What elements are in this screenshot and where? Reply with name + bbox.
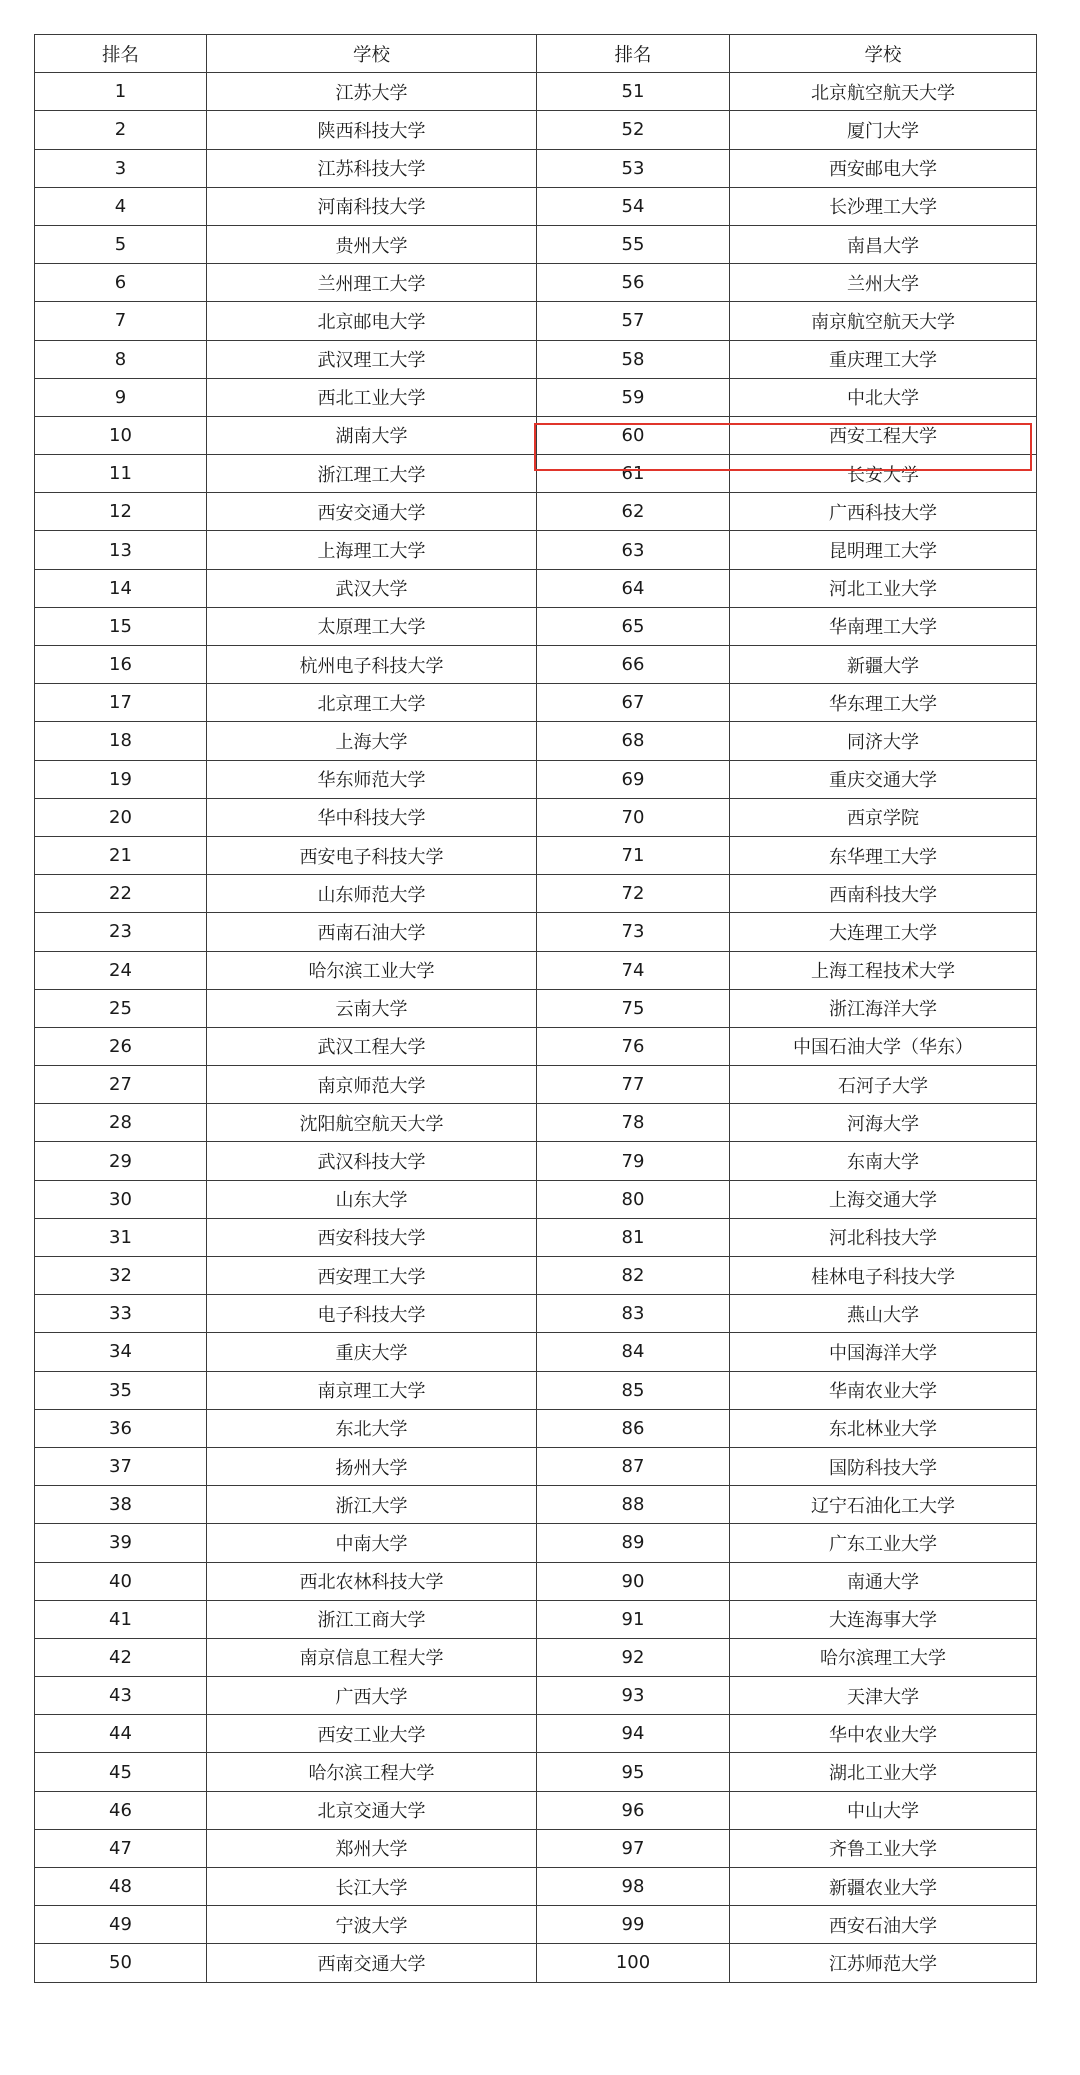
school-right-cell: 石河子大学	[730, 1066, 1037, 1104]
school-left-cell: 宁波大学	[207, 1906, 537, 1944]
table-row	[35, 722, 1037, 760]
rank-left-cell: 29	[35, 1142, 207, 1180]
rank-left-cell: 23	[35, 913, 207, 951]
table-row	[35, 1524, 1037, 1562]
table-row	[35, 1906, 1037, 1944]
rank-right-cell: 65	[537, 607, 730, 645]
table-row	[35, 569, 1037, 607]
school-left-cell: 江苏科技大学	[207, 149, 537, 187]
school-right-cell: 西安工程大学	[730, 416, 1037, 454]
rank-right-cell: 76	[537, 1027, 730, 1065]
school-right-cell: 湖北工业大学	[730, 1753, 1037, 1791]
table-row	[35, 1447, 1037, 1485]
school-right-cell: 重庆理工大学	[730, 340, 1037, 378]
school-left-cell: 云南大学	[207, 989, 537, 1027]
table-row	[35, 264, 1037, 302]
rank-right-cell: 74	[537, 951, 730, 989]
school-left-cell: 西安科技大学	[207, 1218, 537, 1256]
school-left-cell: 西南石油大学	[207, 913, 537, 951]
rank-right-cell: 56	[537, 264, 730, 302]
rank-right-cell: 81	[537, 1218, 730, 1256]
table-row	[35, 1868, 1037, 1906]
school-left-cell: 武汉大学	[207, 569, 537, 607]
school-left-cell: 华东师范大学	[207, 760, 537, 798]
rank-right-cell: 55	[537, 225, 730, 263]
school-right-cell: 长沙理工大学	[730, 187, 1037, 225]
rank-right-cell: 100	[537, 1944, 730, 1982]
rank-left-cell: 43	[35, 1677, 207, 1715]
school-left-cell: 广西大学	[207, 1677, 537, 1715]
school-right-cell: 西南科技大学	[730, 875, 1037, 913]
school-left-cell: 山东师范大学	[207, 875, 537, 913]
school-right-cell: 燕山大学	[730, 1295, 1037, 1333]
rank-right-cell: 94	[537, 1715, 730, 1753]
school-right-cell: 华南农业大学	[730, 1371, 1037, 1409]
rank-right-cell: 82	[537, 1257, 730, 1295]
school-left-cell: 浙江大学	[207, 1486, 537, 1524]
rank-left-cell: 26	[35, 1027, 207, 1065]
school-right-cell: 哈尔滨理工大学	[730, 1638, 1037, 1676]
rank-left-cell: 44	[35, 1715, 207, 1753]
school-right-cell: 昆明理工大学	[730, 531, 1037, 569]
rank-left-cell: 24	[35, 951, 207, 989]
school-right-cell: 广西科技大学	[730, 493, 1037, 531]
rank-left-cell: 4	[35, 187, 207, 225]
rank-left-cell: 8	[35, 340, 207, 378]
rank-right-cell: 61	[537, 455, 730, 493]
school-right-cell: 河北科技大学	[730, 1218, 1037, 1256]
school-right-cell: 国防科技大学	[730, 1447, 1037, 1485]
rank-right-cell: 89	[537, 1524, 730, 1562]
rank-right-cell: 54	[537, 187, 730, 225]
rank-right-cell: 92	[537, 1638, 730, 1676]
table-row	[35, 1295, 1037, 1333]
table-row	[35, 1562, 1037, 1600]
school-right-cell: 江苏师范大学	[730, 1944, 1037, 1982]
table-row	[35, 989, 1037, 1027]
school-left-cell: 西安工业大学	[207, 1715, 537, 1753]
table-row	[35, 1677, 1037, 1715]
school-right-cell: 华南理工大学	[730, 607, 1037, 645]
rank-right-cell: 51	[537, 73, 730, 111]
table-row	[35, 493, 1037, 531]
rank-left-cell: 7	[35, 302, 207, 340]
school-right-cell: 新疆农业大学	[730, 1868, 1037, 1906]
rank-right-cell: 64	[537, 569, 730, 607]
rank-left-cell: 39	[35, 1524, 207, 1562]
school-left-cell: 杭州电子科技大学	[207, 646, 537, 684]
rank-left-cell: 30	[35, 1180, 207, 1218]
table-row	[35, 760, 1037, 798]
table-row	[35, 646, 1037, 684]
table-row	[35, 1409, 1037, 1447]
rank-left-cell: 50	[35, 1944, 207, 1982]
rank-left-cell: 14	[35, 569, 207, 607]
school-left-cell: 西南交通大学	[207, 1944, 537, 1982]
school-right-cell: 大连理工大学	[730, 913, 1037, 951]
table-header-row	[35, 35, 1037, 73]
rank-left-cell: 15	[35, 607, 207, 645]
school-left-cell: 武汉理工大学	[207, 340, 537, 378]
school-right-cell: 华东理工大学	[730, 684, 1037, 722]
rank-left-cell: 45	[35, 1753, 207, 1791]
table-row	[35, 1715, 1037, 1753]
rank-left-cell: 17	[35, 684, 207, 722]
rank-left-cell: 25	[35, 989, 207, 1027]
school-left-cell: 山东大学	[207, 1180, 537, 1218]
rank-left-cell: 36	[35, 1409, 207, 1447]
school-right-cell: 辽宁石油化工大学	[730, 1486, 1037, 1524]
rank-right-cell: 69	[537, 760, 730, 798]
school-right-cell: 桂林电子科技大学	[730, 1257, 1037, 1295]
table-row	[35, 1829, 1037, 1867]
school-left-cell: 北京交通大学	[207, 1791, 537, 1829]
table-row	[35, 875, 1037, 913]
school-left-cell: 浙江理工大学	[207, 455, 537, 493]
rank-left-cell: 20	[35, 798, 207, 836]
school-right-cell: 河海大学	[730, 1104, 1037, 1142]
table-row	[35, 1104, 1037, 1142]
school-left-cell: 南京师范大学	[207, 1066, 537, 1104]
rank-left-cell: 42	[35, 1638, 207, 1676]
table-row	[35, 225, 1037, 263]
rank-right-cell: 70	[537, 798, 730, 836]
school-left-cell: 中南大学	[207, 1524, 537, 1562]
rank-right-cell: 75	[537, 989, 730, 1027]
table-row	[35, 913, 1037, 951]
rank-left-cell: 6	[35, 264, 207, 302]
table-row	[35, 1257, 1037, 1295]
rank-left-cell: 2	[35, 111, 207, 149]
rank-right-cell: 72	[537, 875, 730, 913]
rank-right-cell: 78	[537, 1104, 730, 1142]
rank-right-cell: 90	[537, 1562, 730, 1600]
rank-right-cell: 99	[537, 1906, 730, 1944]
school-right-cell: 同济大学	[730, 722, 1037, 760]
table-row	[35, 684, 1037, 722]
school-left-cell: 湖南大学	[207, 416, 537, 454]
rank-right-cell: 87	[537, 1447, 730, 1485]
rank-right-cell: 63	[537, 531, 730, 569]
school-left-cell: 重庆大学	[207, 1333, 537, 1371]
rank-right-cell: 60	[537, 416, 730, 454]
rank-right-cell: 93	[537, 1677, 730, 1715]
school-left-cell: 西安电子科技大学	[207, 836, 537, 874]
school-left-cell: 长江大学	[207, 1868, 537, 1906]
school-left-cell: 华中科技大学	[207, 798, 537, 836]
rank-left-cell: 16	[35, 646, 207, 684]
school-left-cell: 北京邮电大学	[207, 302, 537, 340]
rank-left-cell: 37	[35, 1447, 207, 1485]
table-row	[35, 798, 1037, 836]
school-left-cell: 南京信息工程大学	[207, 1638, 537, 1676]
school-left-cell: 兰州理工大学	[207, 264, 537, 302]
rank-right-cell: 86	[537, 1409, 730, 1447]
rank-left-cell: 47	[35, 1829, 207, 1867]
rank-left-cell: 31	[35, 1218, 207, 1256]
table-row	[35, 455, 1037, 493]
rank-left-cell: 19	[35, 760, 207, 798]
school-left-cell: 西安交通大学	[207, 493, 537, 531]
school-right-cell: 长安大学	[730, 455, 1037, 493]
school-left-cell: 贵州大学	[207, 225, 537, 263]
school-left-cell: 江苏大学	[207, 73, 537, 111]
school-left-cell: 上海理工大学	[207, 531, 537, 569]
rank-left-cell: 1	[35, 73, 207, 111]
rank-left-cell: 40	[35, 1562, 207, 1600]
rank-left-cell: 13	[35, 531, 207, 569]
rank-right-cell: 52	[537, 111, 730, 149]
school-right-cell: 浙江海洋大学	[730, 989, 1037, 1027]
table-row	[35, 951, 1037, 989]
table-row	[35, 836, 1037, 874]
rank-left-cell: 10	[35, 416, 207, 454]
table-row	[35, 111, 1037, 149]
school-right-cell: 华中农业大学	[730, 1715, 1037, 1753]
table-row	[35, 1486, 1037, 1524]
school-right-cell: 中国石油大学（华东）	[730, 1027, 1037, 1065]
rank-left-cell: 9	[35, 378, 207, 416]
rank-left-cell: 21	[35, 836, 207, 874]
rank-left-cell: 41	[35, 1600, 207, 1638]
school-right-cell: 上海交通大学	[730, 1180, 1037, 1218]
table-row	[35, 187, 1037, 225]
rank-left-cell: 33	[35, 1295, 207, 1333]
rank-right-cell: 57	[537, 302, 730, 340]
rank-left-cell: 12	[35, 493, 207, 531]
rank-right-cell: 88	[537, 1486, 730, 1524]
rank-right-cell: 84	[537, 1333, 730, 1371]
school-left-cell: 武汉科技大学	[207, 1142, 537, 1180]
rank-left-cell: 35	[35, 1371, 207, 1409]
rank-right-cell: 95	[537, 1753, 730, 1791]
school-left-cell: 哈尔滨工业大学	[207, 951, 537, 989]
school-right-cell: 西京学院	[730, 798, 1037, 836]
school-right-cell: 东华理工大学	[730, 836, 1037, 874]
school-right-cell: 中山大学	[730, 1791, 1037, 1829]
table-row	[35, 1371, 1037, 1409]
rank-right-cell: 66	[537, 646, 730, 684]
table-row	[35, 531, 1037, 569]
school-right-cell: 西安邮电大学	[730, 149, 1037, 187]
header-school-left: 学校	[207, 35, 537, 73]
rank-right-cell: 58	[537, 340, 730, 378]
rank-right-cell: 97	[537, 1829, 730, 1867]
header-rank-left: 排名	[35, 35, 207, 73]
school-right-cell: 中国海洋大学	[730, 1333, 1037, 1371]
school-left-cell: 武汉工程大学	[207, 1027, 537, 1065]
table-row	[35, 1066, 1037, 1104]
table-row	[35, 1027, 1037, 1065]
school-right-cell: 中北大学	[730, 378, 1037, 416]
school-right-cell: 南通大学	[730, 1562, 1037, 1600]
rank-right-cell: 62	[537, 493, 730, 531]
table-row	[35, 1638, 1037, 1676]
header-school-right: 学校	[730, 35, 1037, 73]
rank-left-cell: 46	[35, 1791, 207, 1829]
school-right-cell: 南京航空航天大学	[730, 302, 1037, 340]
table-row	[35, 1180, 1037, 1218]
school-right-cell: 新疆大学	[730, 646, 1037, 684]
rank-left-cell: 27	[35, 1066, 207, 1104]
school-left-cell: 西北农林科技大学	[207, 1562, 537, 1600]
table-row	[35, 1218, 1037, 1256]
table-row	[35, 302, 1037, 340]
school-left-cell: 太原理工大学	[207, 607, 537, 645]
rank-left-cell: 38	[35, 1486, 207, 1524]
school-right-cell: 天津大学	[730, 1677, 1037, 1715]
table-row	[35, 1600, 1037, 1638]
table-row	[35, 149, 1037, 187]
table-row	[35, 340, 1037, 378]
rank-right-cell: 85	[537, 1371, 730, 1409]
rank-right-cell: 59	[537, 378, 730, 416]
school-right-cell: 上海工程技术大学	[730, 951, 1037, 989]
school-left-cell: 西北工业大学	[207, 378, 537, 416]
school-left-cell: 南京理工大学	[207, 1371, 537, 1409]
rank-left-cell: 28	[35, 1104, 207, 1142]
rank-right-cell: 73	[537, 913, 730, 951]
school-left-cell: 上海大学	[207, 722, 537, 760]
rank-right-cell: 98	[537, 1868, 730, 1906]
rank-right-cell: 53	[537, 149, 730, 187]
school-right-cell: 大连海事大学	[730, 1600, 1037, 1638]
school-left-cell: 浙江工商大学	[207, 1600, 537, 1638]
school-left-cell: 沈阳航空航天大学	[207, 1104, 537, 1142]
table-row	[35, 416, 1037, 454]
school-right-cell: 齐鲁工业大学	[730, 1829, 1037, 1867]
school-right-cell: 重庆交通大学	[730, 760, 1037, 798]
school-left-cell: 哈尔滨工程大学	[207, 1753, 537, 1791]
school-left-cell: 西安理工大学	[207, 1257, 537, 1295]
table-row	[35, 73, 1037, 111]
header-rank-right: 排名	[537, 35, 730, 73]
school-right-cell: 东北林业大学	[730, 1409, 1037, 1447]
school-left-cell: 陕西科技大学	[207, 111, 537, 149]
school-left-cell: 东北大学	[207, 1409, 537, 1447]
rank-left-cell: 22	[35, 875, 207, 913]
school-right-cell: 南昌大学	[730, 225, 1037, 263]
rank-left-cell: 34	[35, 1333, 207, 1371]
table-row	[35, 1753, 1037, 1791]
rank-right-cell: 71	[537, 836, 730, 874]
rank-right-cell: 83	[537, 1295, 730, 1333]
table-body	[35, 73, 1037, 1982]
school-left-cell: 河南科技大学	[207, 187, 537, 225]
school-left-cell: 郑州大学	[207, 1829, 537, 1867]
school-left-cell: 电子科技大学	[207, 1295, 537, 1333]
rank-right-cell: 68	[537, 722, 730, 760]
table-row	[35, 378, 1037, 416]
school-right-cell: 东南大学	[730, 1142, 1037, 1180]
school-left-cell: 北京理工大学	[207, 684, 537, 722]
rank-right-cell: 77	[537, 1066, 730, 1104]
school-right-cell: 北京航空航天大学	[730, 73, 1037, 111]
rank-right-cell: 91	[537, 1600, 730, 1638]
rank-left-cell: 48	[35, 1868, 207, 1906]
school-left-cell: 扬州大学	[207, 1447, 537, 1485]
school-right-cell: 河北工业大学	[730, 569, 1037, 607]
rank-right-cell: 96	[537, 1791, 730, 1829]
ranking-table	[34, 34, 1037, 1983]
rank-left-cell: 49	[35, 1906, 207, 1944]
rank-left-cell: 32	[35, 1257, 207, 1295]
table-row	[35, 607, 1037, 645]
rank-left-cell: 11	[35, 455, 207, 493]
rank-left-cell: 18	[35, 722, 207, 760]
table-row	[35, 1333, 1037, 1371]
table-row	[35, 1791, 1037, 1829]
rank-left-cell: 5	[35, 225, 207, 263]
school-right-cell: 兰州大学	[730, 264, 1037, 302]
rank-left-cell: 3	[35, 149, 207, 187]
school-right-cell: 西安石油大学	[730, 1906, 1037, 1944]
school-right-cell: 厦门大学	[730, 111, 1037, 149]
rank-right-cell: 80	[537, 1180, 730, 1218]
table-row	[35, 1142, 1037, 1180]
rank-right-cell: 79	[537, 1142, 730, 1180]
table-row	[35, 1944, 1037, 1982]
rank-right-cell: 67	[537, 684, 730, 722]
school-right-cell: 广东工业大学	[730, 1524, 1037, 1562]
